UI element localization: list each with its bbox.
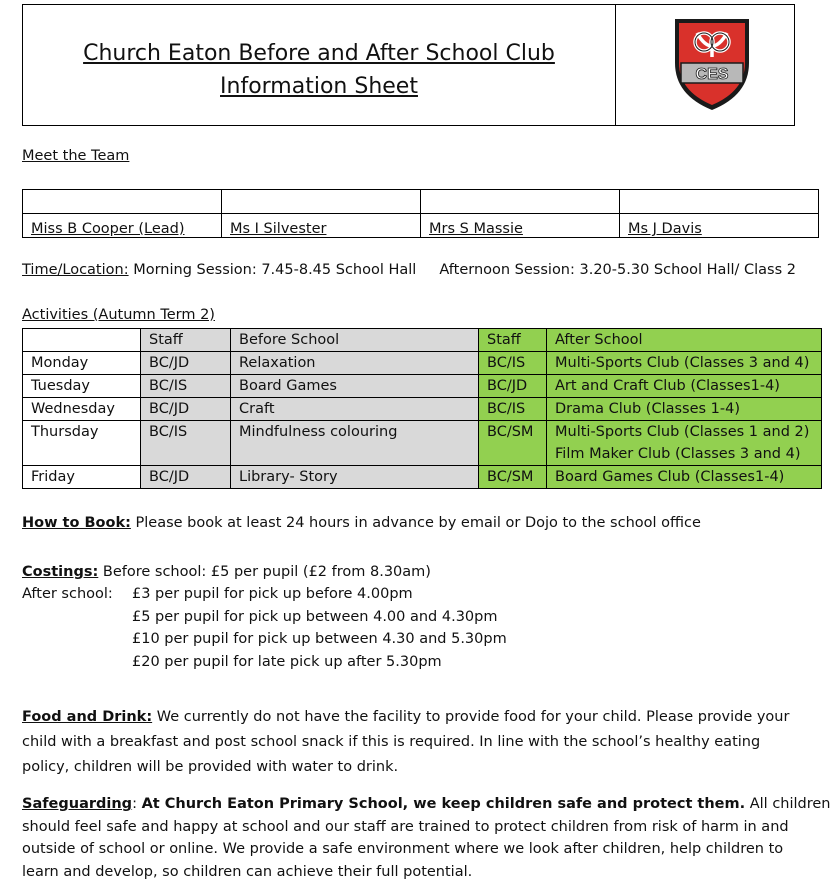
list-item: £20 per pupil for late pick up after 5.30pm [132,653,442,670]
costings: Costings: Before school: £5 per pupil (£2 from 8.30am) [22,564,431,580]
team-member: Miss B Cooper (Lead) [23,214,222,238]
how-to-book: How to Book: Please book at least 24 hours in advance by email or Dojo to the school office [22,515,701,531]
activities-heading: Activities (Autumn Term 2) [22,307,215,323]
table-row: Friday BC/JD Library- Story BC/SM Board Games Club (Classes1-4) [23,466,822,489]
table-row: Monday BC/JD Relaxation BC/IS Multi-Sports Club (Classes 3 and 4) [23,352,822,375]
school-crest-logo [671,13,753,113]
time-location: Time/Location: Morning Session: 7.45-8.45 School Hall Afternoon Session: 3.20-5.30 School Hall/ Class 2 [22,262,796,278]
list-item: £3 per pupil for pick up before 4.00pm [132,586,413,602]
svg-text:CES: CES [695,66,729,83]
costings-after-list [132,583,507,673]
table-row: Tuesday BC/IS Board Games BC/JD Art and Craft Club (Classes1-4) [23,375,822,398]
team-member: Ms J Davis [620,214,819,238]
activities-table [22,328,822,489]
list-item: £5 per pupil for pick up between 4.00 and 4.30pm [132,608,498,625]
list-item: £10 per pupil for pick up between 4.30 and 5.30pm [132,631,507,647]
header-divider [615,5,616,125]
table-header-row: Staff Before School Staff After School [23,329,822,352]
table-row: Wednesday BC/JD Craft BC/IS Drama Club (Classes 1-4) [23,398,822,421]
page-title: Church Eaton Before and After School Club Information Sheet [83,41,555,99]
header-box [22,4,795,126]
table-row: Thursday BC/IS Mindfulness colouring BC/SM Multi-Sports Club (Classes 1 and 2) Film Maker Club (Classes 3 and 4) [23,421,822,466]
team-member: Ms I Silvester [222,214,421,238]
costings-after-label: After school: [22,586,113,602]
food-and-drink: Food and Drink: We currently do not have the facility to provide food for your child. Please provide your child with a breakfast and post school snack if this is required. In line with the school’s healthy eating policy, children will be provided with water to drink. [22,709,790,775]
team-heading: Meet the Team [22,148,130,164]
safeguarding: Safeguarding: At Church Eaton Primary School, we keep children safe and protect them. All children should feel safe and happy at school and our staff are trained to protect children from risk of harm in and outside of school or online. We provide a safe environment where we look after children, help children to learn and develop, so children can achieve their full potential. [22,796,831,880]
team-table [22,189,819,238]
team-member: Mrs S Massie [421,214,620,238]
